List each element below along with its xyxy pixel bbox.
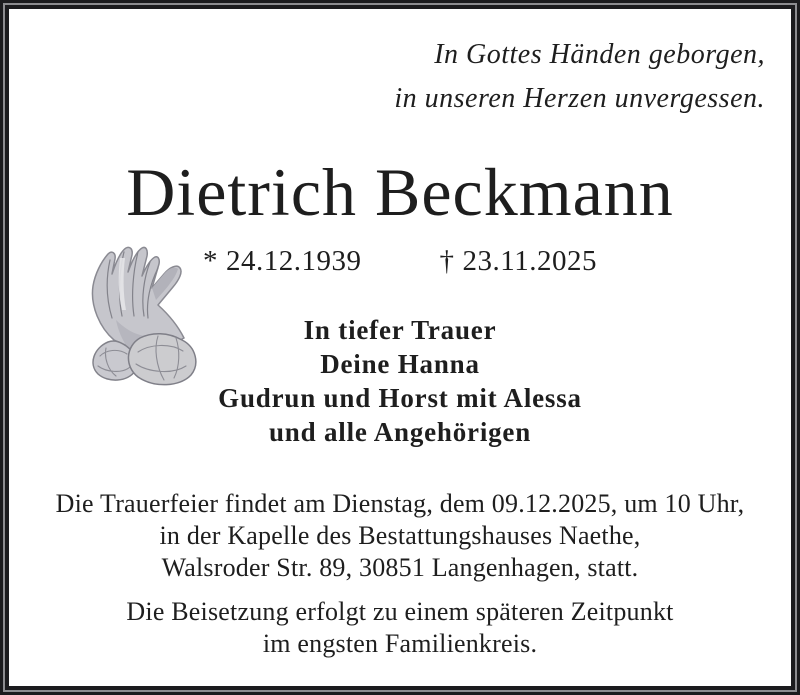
mourner-line: Gudrun und Horst mit Alessa (218, 383, 582, 413)
burial-line-2: im engsten Familienkreis. (262, 629, 538, 658)
burial-line-1: Die Beisetzung erfolgt zu einem späteren Zeitpunkt (126, 597, 674, 626)
frame-mid-rule (3, 3, 797, 692)
birth-date-group (203, 243, 362, 279)
epigraph-line-2: in unseren Herzen unvergessen. (394, 83, 765, 114)
funeral-line-1: Die Trauerfeier findet am Dienstag, dem 09.12.2025, um 10 Uhr, (55, 489, 745, 518)
deceased-name: Dietrich Beckmann (126, 154, 674, 230)
death-cross-icon: † (439, 245, 455, 277)
birth-date: 24.12.1939 (226, 245, 362, 277)
epigraph-line-1: In Gottes Händen geborgen, (434, 39, 765, 70)
death-date: 23.11.2025 (462, 245, 597, 277)
obituary-notice (5, 5, 795, 690)
funeral-line-3: Walsroder Str. 89, 30851 Langenhagen, statt. (161, 553, 639, 582)
burial-note (9, 596, 791, 660)
mourner-line: Deine Hanna (320, 349, 480, 379)
mourning-intro: In tiefer Trauer (303, 315, 497, 345)
birth-star-icon: * (203, 245, 219, 277)
death-date-group (440, 243, 597, 279)
mourners-block (9, 313, 791, 449)
funeral-line-2: in der Kapelle des Bestattungshauses Naethe, (159, 521, 641, 550)
funeral-details (9, 488, 791, 584)
life-dates (9, 243, 791, 279)
epigraph (394, 33, 765, 121)
mourner-line: und alle Angehörigen (268, 417, 532, 447)
